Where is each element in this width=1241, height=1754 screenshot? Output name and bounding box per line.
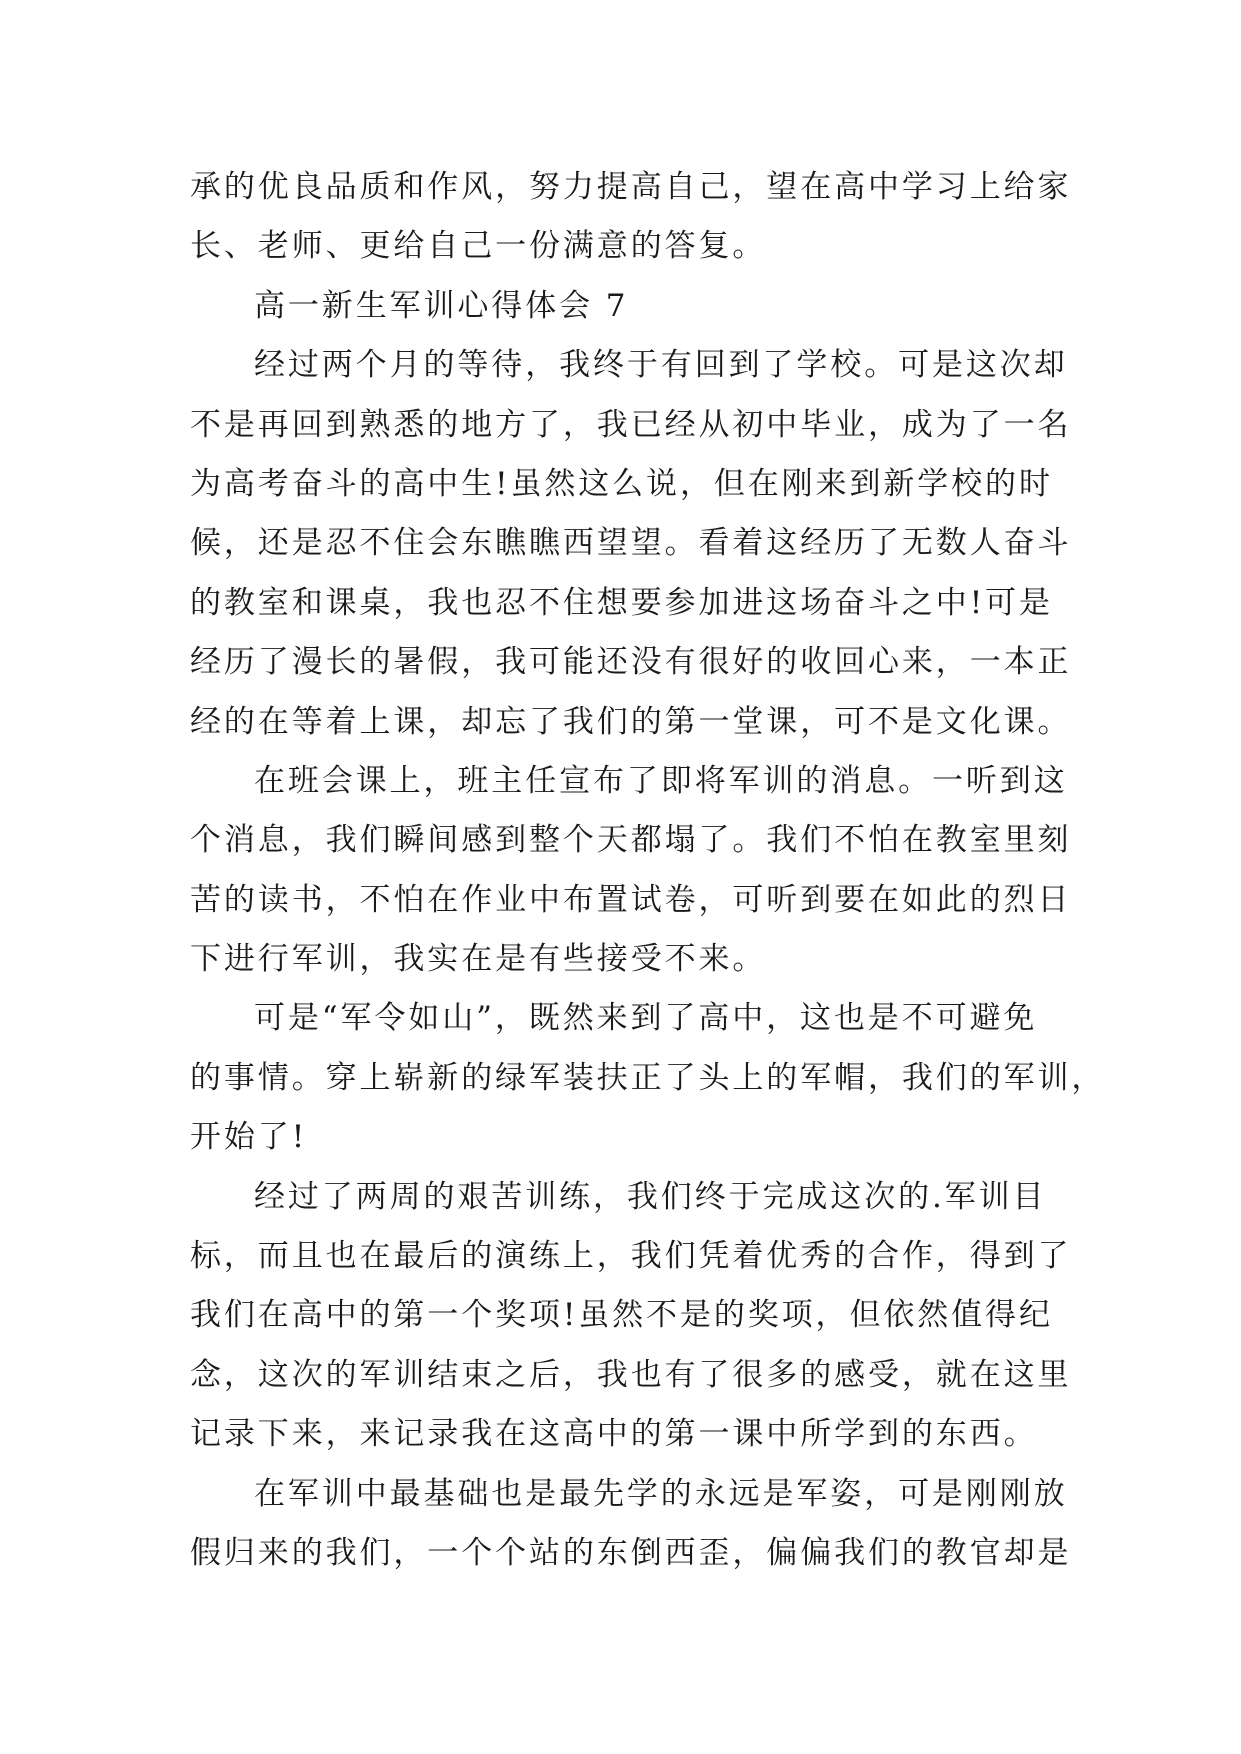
text-line: 我们在高中的第一个奖项!虽然不是的奖项，但依然值得纪 bbox=[190, 1297, 1053, 1334]
text-line: 假归来的我们，一个个站的东倒西歪，偏偏我们的教官却是 bbox=[190, 1534, 1072, 1571]
section-heading: 高一新生军训心得体会 7 bbox=[254, 287, 629, 324]
text-line: 可是“军令如山”，既然来到了高中，这也是不可避免 bbox=[254, 1000, 1038, 1037]
text-line: 开始了! bbox=[190, 1119, 308, 1156]
text-line: 念，这次的军训结束之后，我也有了很多的感受，就在这里 bbox=[190, 1356, 1072, 1393]
text-line: 为高考奋斗的高中生!虽然这么说，但在刚来到新学校的时 bbox=[190, 465, 1053, 502]
text-line: 经过了两周的艰苦训练，我们终于完成这次的.军训目 bbox=[254, 1178, 1047, 1215]
text-line: 经过两个月的等待，我终于有回到了学校。可是这次却 bbox=[254, 347, 1068, 384]
document-body bbox=[190, 158, 1106, 1583]
text-line: 经的在等着上课，却忘了我们的第一堂课，可不是文化课。 bbox=[190, 703, 1072, 740]
text-line: 的事情。穿上崭新的绿军装扶正了头上的军帽，我们的军训， bbox=[190, 1059, 1106, 1096]
text-line: 个消息，我们瞬间感到整个天都塌了。我们不怕在教室里刻 bbox=[190, 822, 1072, 859]
text-line: 的教室和课桌，我也忍不住想要参加进这场奋斗之中!可是 bbox=[190, 584, 1053, 621]
text-line: 标，而且也在最后的演练上，我们凭着优秀的合作，得到了 bbox=[190, 1238, 1072, 1275]
text-line: 在军训中最基础也是最先学的永远是军姿，可是刚刚放 bbox=[254, 1475, 1068, 1512]
text-line: 苦的读书，不怕在作业中布置试卷，可听到要在如此的烈日 bbox=[190, 881, 1072, 918]
text-line: 长、老师、更给自己一份满意的答复。 bbox=[190, 228, 767, 265]
text-line: 在班会课上，班主任宣布了即将军训的消息。一听到这 bbox=[254, 762, 1068, 799]
text-line: 下进行军训，我实在是有些接受不来。 bbox=[190, 941, 767, 978]
text-line: 承的优良品质和作风，努力提高自己，望在高中学习上给家 bbox=[190, 169, 1072, 205]
text-line: 不是再回到熟悉的地方了，我已经从初中毕业，成为了一名 bbox=[190, 406, 1072, 443]
text-line: 经历了漫长的暑假，我可能还没有很好的收回心来，一本正 bbox=[190, 644, 1072, 681]
text-line: 候，还是忍不住会东瞧瞧西望望。看着这经历了无数人奋斗 bbox=[190, 525, 1072, 562]
text-line: 记录下来，来记录我在这高中的第一课中所学到的东西。 bbox=[190, 1416, 1038, 1453]
